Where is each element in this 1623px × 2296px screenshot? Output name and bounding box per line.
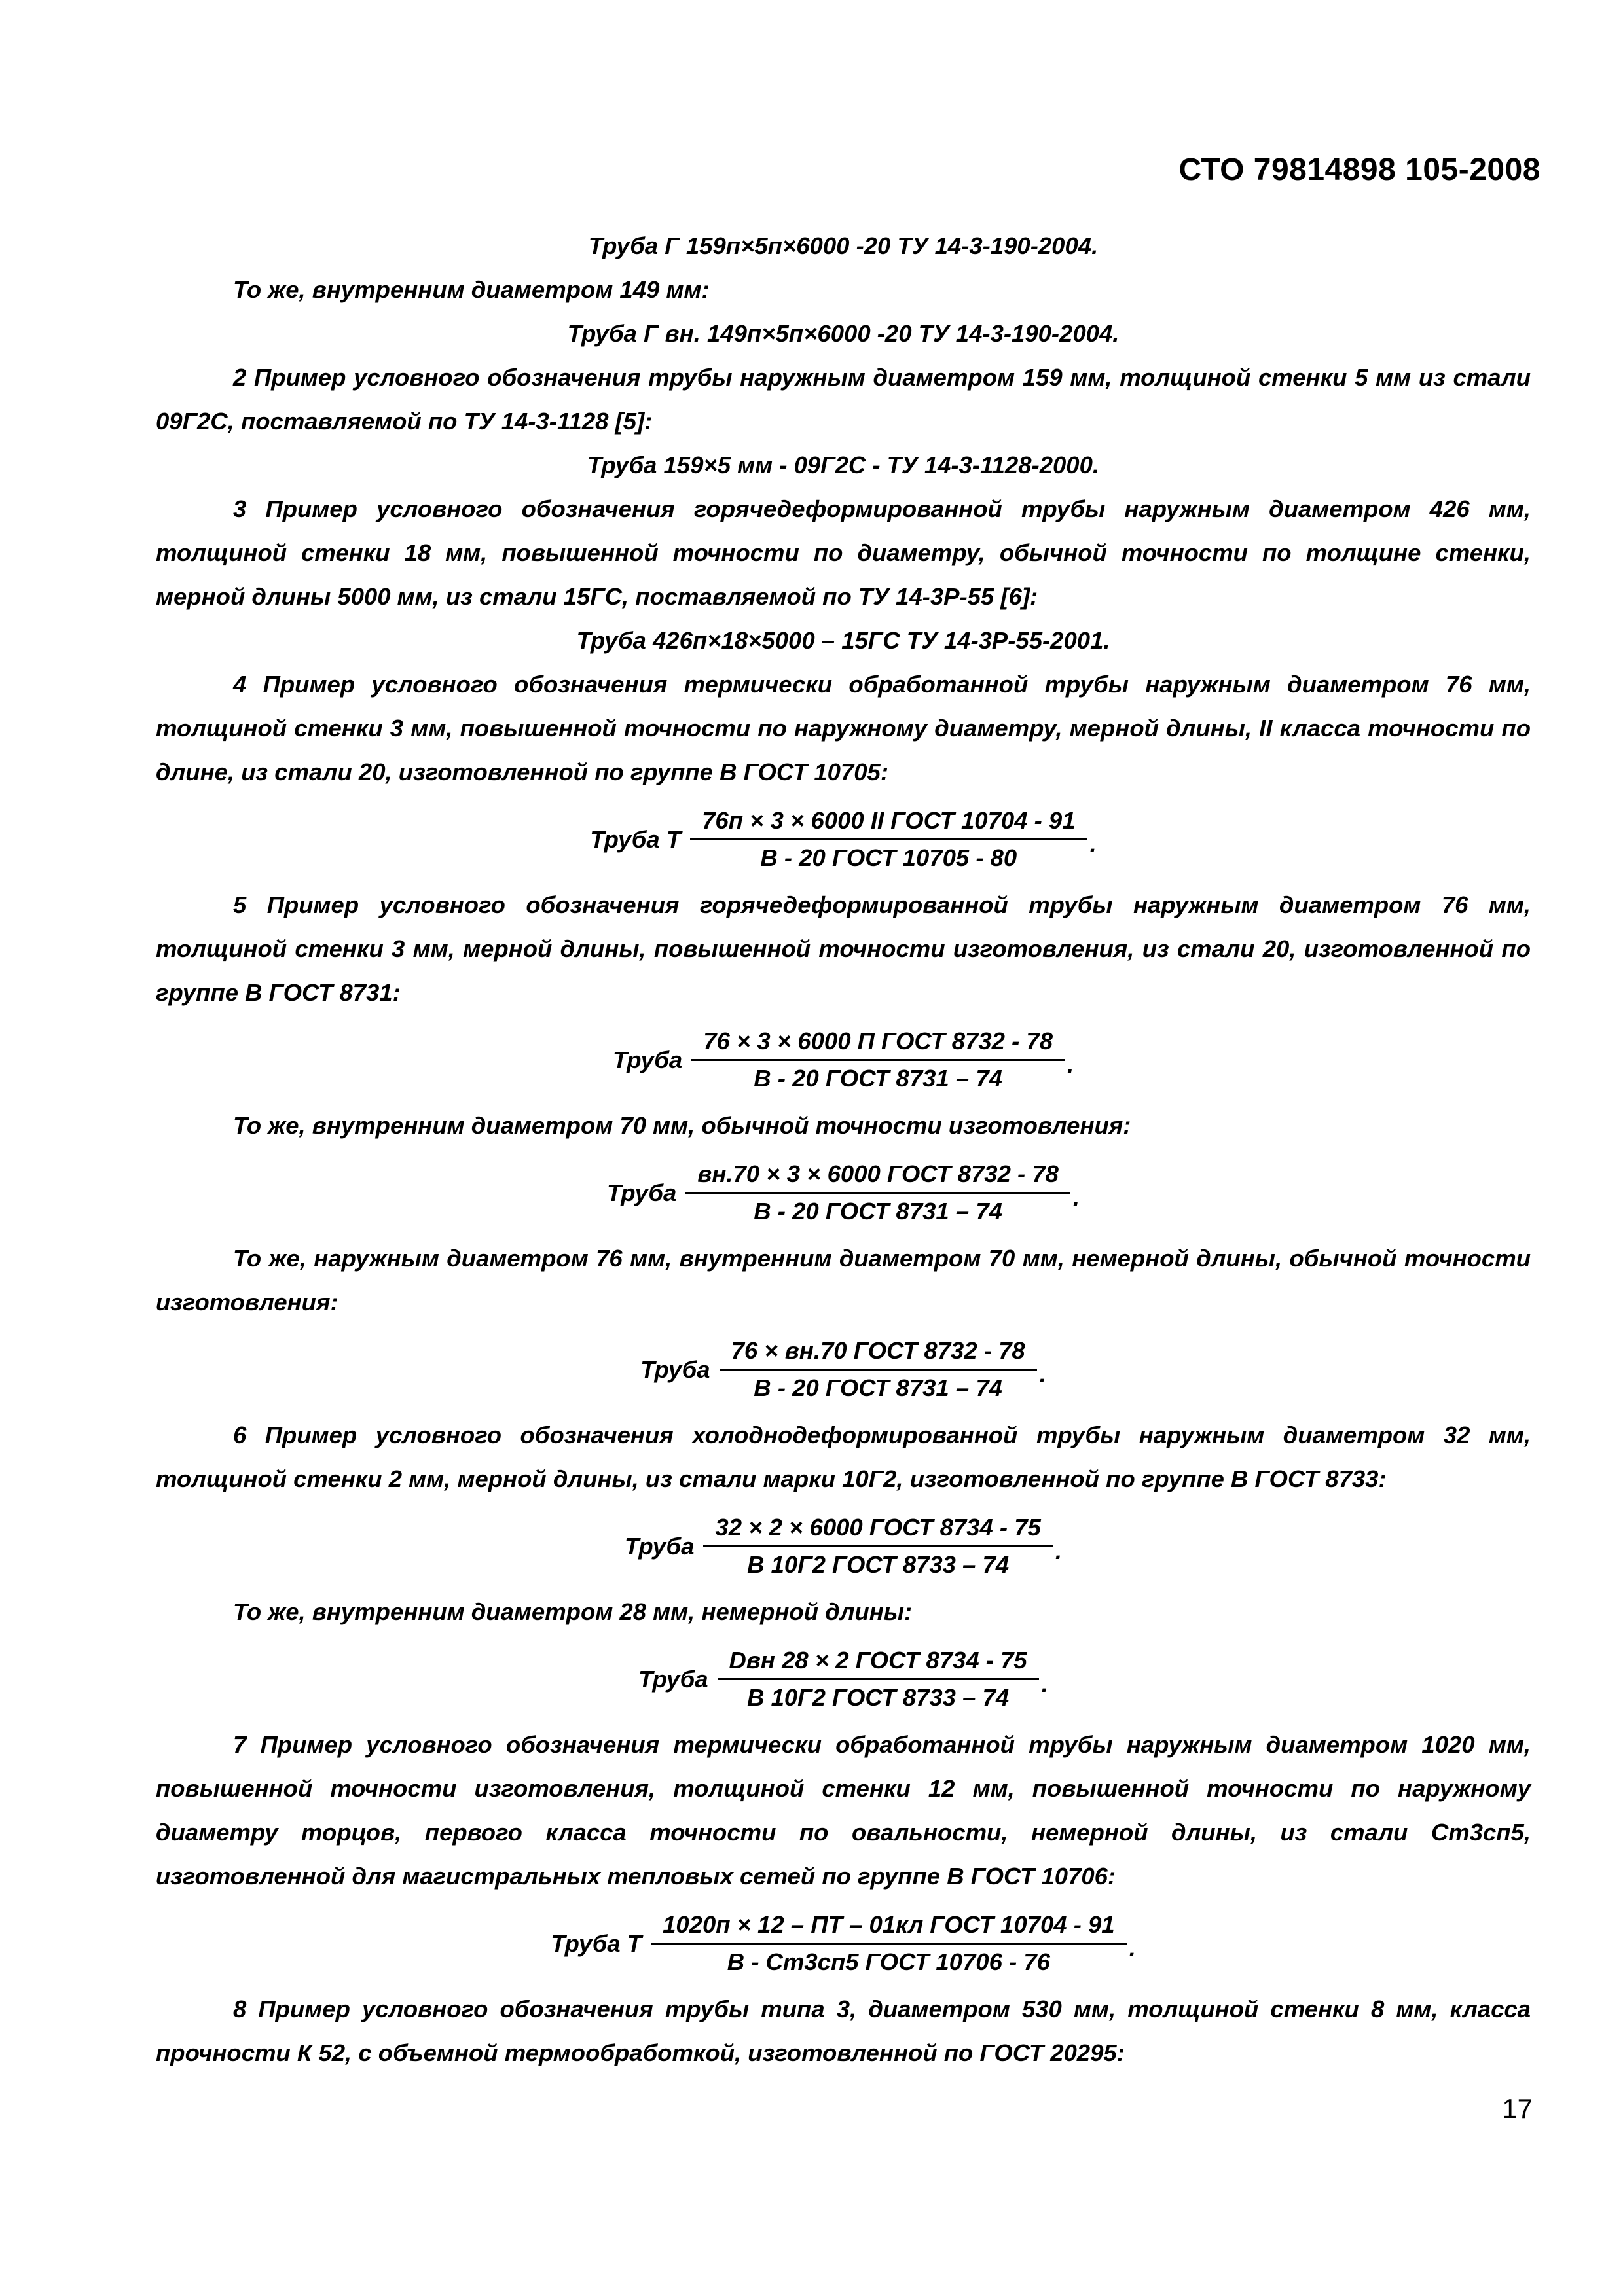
fraction xyxy=(703,1511,1052,1581)
formula-end: . xyxy=(1041,1670,1048,1697)
fraction-denominator: В - 20 ГОСТ 8731 – 74 xyxy=(754,1064,1002,1092)
designation-example-1: Труба Г 159п×5п×6000 -20 ТУ 14-3-190-2004. xyxy=(588,232,1099,259)
paragraph-example-5: 5 Пример условного обозначения горячедеформированной трубы наружным диаметром 76 мм, толщиной стенки 3 мм, мерной длины, повышенной точности изготовления, из стали 20, изготовленной по группе В ГОСТ 8731: xyxy=(156,891,1531,1006)
fraction xyxy=(690,804,1087,874)
fraction xyxy=(691,1025,1065,1095)
paragraph-example-6-inner: То же, внутренним диаметром 28 мм, немерной длины: xyxy=(233,1598,913,1625)
paragraph-example-6: 6 Пример условного обозначения холоднодеформированной трубы наружным диаметром 32 мм, толщиной стенки 2 мм, мерной длины, из стали марки 10Г2, изготовленной по группе В ГОСТ 8733: xyxy=(156,1422,1531,1492)
formula-prefix: Труба xyxy=(606,1179,677,1206)
fraction-denominator: В - Ст3сп5 ГОСТ 10706 - 76 xyxy=(727,1948,1050,1975)
fraction xyxy=(720,1335,1037,1405)
fraction-denominator: В - 20 ГОСТ 8731 – 74 xyxy=(754,1374,1002,1401)
formula-example-5c xyxy=(156,1325,1531,1413)
paragraph-example-5-inner: То же, внутренним диаметром 70 мм, обычной точности изготовления: xyxy=(233,1112,1131,1139)
fraction-denominator: В - 20 ГОСТ 8731 – 74 xyxy=(754,1197,1002,1225)
paragraph-example-1-inner: То же, внутренним диаметром 149 мм: xyxy=(233,276,710,303)
paragraph-example-4: 4 Пример условного обозначения термически обработанной трубы наружным диаметром 76 мм, толщиной стенки 3 мм, повышенной точности по наружному диаметру, мерной длины, II класса точности по длине, из стали 20, изготовленной по группе В ГОСТ 10705: xyxy=(156,671,1531,785)
formula-example-7 xyxy=(156,1899,1531,1987)
formula-end: . xyxy=(1129,1934,1136,1962)
formula-example-4 xyxy=(156,795,1531,883)
document-code-header: СТО 79814898 105-2008 xyxy=(1178,152,1541,187)
formula-prefix: Труба xyxy=(612,1046,683,1073)
formula-prefix: Труба Т xyxy=(551,1929,642,1957)
paragraph-example-8: 8 Пример условного обозначения трубы типа 3, диаметром 530 мм, толщиной стенки 8 мм, класса прочности К 52, с объемной термообработкой, изготовленной по ГОСТ 20295: xyxy=(156,1996,1531,2066)
fraction-numerator: 1020п × 12 – ПТ – 01кл ГОСТ 10704 - 91 xyxy=(651,1909,1127,1945)
formula-prefix: Труба xyxy=(638,1665,708,1693)
fraction-numerator: 76п × 3 × 6000 II ГОСТ 10704 - 91 xyxy=(690,804,1087,840)
formula-prefix: Труба Т xyxy=(590,825,682,853)
formula-example-5b xyxy=(156,1149,1531,1236)
fraction-numerator: 76 × вн.70 ГОСТ 8732 - 78 xyxy=(720,1335,1037,1371)
fraction xyxy=(718,1644,1039,1714)
formula-example-6b xyxy=(156,1635,1531,1723)
formula-end: . xyxy=(1067,1050,1074,1078)
page-number: 17 xyxy=(1502,2093,1533,2124)
formula-prefix: Труба xyxy=(625,1532,695,1560)
fraction-denominator: В - 20 ГОСТ 10705 - 80 xyxy=(760,844,1017,871)
designation-example-1-inner: Труба Г вн. 149п×5п×6000 -20 ТУ 14-3-190-2004. xyxy=(567,320,1120,347)
paragraph-example-5-outer-inner: То же, наружным диаметром 76 мм, внутренним диаметром 70 мм, немерной длины, обычной точности изготовления: xyxy=(156,1245,1531,1316)
designation-example-3: Труба 426п×18×5000 – 15ГС ТУ 14-3Р-55-2001. xyxy=(576,627,1110,654)
fraction-numerator: 76 × 3 × 6000 П ГОСТ 8732 - 78 xyxy=(691,1025,1065,1061)
fraction-numerator: вн.70 × 3 × 6000 ГОСТ 8732 - 78 xyxy=(685,1158,1070,1194)
fraction-numerator: 32 × 2 × 6000 ГОСТ 8734 - 75 xyxy=(703,1511,1052,1547)
formula-end: . xyxy=(1055,1537,1062,1564)
fraction xyxy=(651,1909,1127,1979)
document-body xyxy=(156,224,1531,2075)
formula-end: . xyxy=(1089,830,1097,857)
formula-example-6a xyxy=(156,1502,1531,1590)
formula-end: . xyxy=(1072,1183,1080,1211)
formula-example-5a xyxy=(156,1016,1531,1103)
designation-example-2: Труба 159×5 мм - 09Г2С - ТУ 14-3-1128-2000. xyxy=(587,452,1100,478)
paragraph-example-3: 3 Пример условного обозначения горячедеформированной трубы наружным диаметром 426 мм, толщиной стенки 18 мм, повышенной точности по диаметру, обычной точности по толщине стенки, мерной длины 5000 мм, из стали 15ГС, поставляемой по ТУ 14-3Р-55 [6]: xyxy=(156,495,1531,610)
paragraph-example-7: 7 Пример условного обозначения термически обработанной трубы наружным диаметром 1020 мм, повышенной точности изготовления, толщиной стенки 12 мм, повышенной точности по наружному диаметру торцов, первого класса точности по овальности, немерной длины, из стали Ст3сп5, изготовленной для магистральных тепловых сетей по группе В ГОСТ 10706: xyxy=(156,1731,1531,1890)
formula-prefix: Труба xyxy=(640,1355,710,1383)
paragraph-example-2: 2 Пример условного обозначения трубы наружным диаметром 159 мм, толщиной стенки 5 мм из стали 09Г2С, поставляемой по ТУ 14-3-1128 [5]: xyxy=(156,364,1531,435)
fraction-denominator: В 10Г2 ГОСТ 8733 – 74 xyxy=(747,1683,1010,1711)
formula-end: . xyxy=(1039,1360,1046,1388)
fraction xyxy=(685,1158,1070,1228)
fraction-numerator: Dвн 28 × 2 ГОСТ 8734 - 75 xyxy=(718,1644,1039,1680)
fraction-denominator: В 10Г2 ГОСТ 8733 – 74 xyxy=(747,1551,1010,1578)
